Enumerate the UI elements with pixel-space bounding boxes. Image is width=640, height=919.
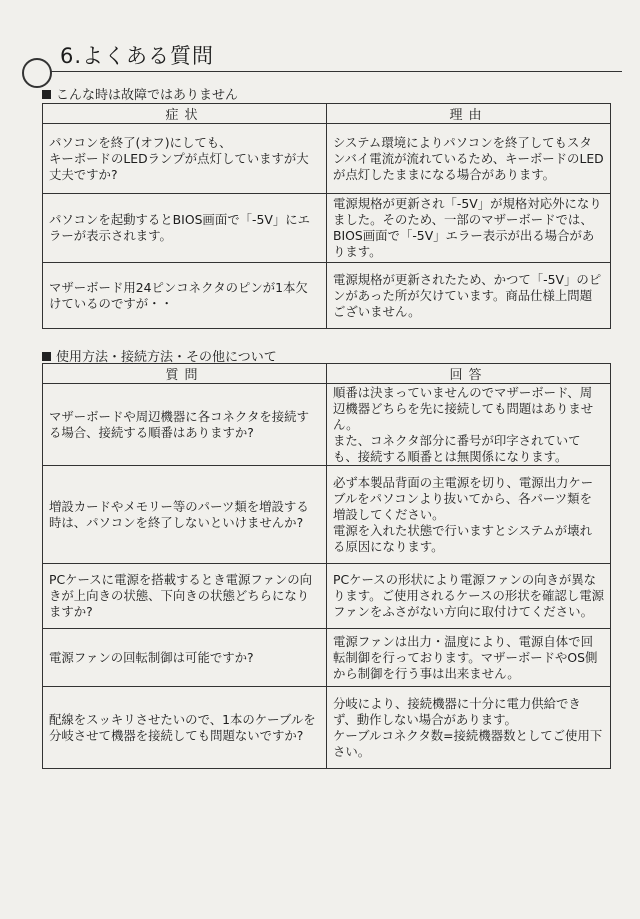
table-row: [43, 194, 611, 263]
table-row: [43, 384, 611, 466]
table-row: [43, 466, 611, 564]
column-header-reason: 理由: [327, 104, 611, 124]
table-row: [43, 629, 611, 687]
table-row: [43, 124, 611, 194]
section-heading-not-malfunction: [42, 84, 238, 103]
answer-cell: 分岐により、接続機器に十分に電力供給できず、動作しない場合があります。 ケーブルコネクタ数=接続機器数としてご使用下さい。: [327, 687, 611, 769]
answer-cell: 順番は決まっていませんのでマザーボード、周辺機器どちらを先に接続しても問題はありません。 また、コネクタ部分に番号が印字されていても、接続する順番とは無関係になります。: [327, 384, 611, 466]
usage-table: [42, 363, 611, 769]
square-bullet-icon: [42, 90, 51, 99]
table-row: [43, 263, 611, 329]
title-underline: [36, 71, 622, 72]
symptom-table: [42, 103, 611, 329]
question-cell: 電源ファンの回転制御は可能ですか?: [43, 629, 327, 687]
table-row: [43, 687, 611, 769]
section-heading-text: こんな時は故障ではありません: [56, 88, 239, 103]
section-heading-text: 使用方法・接続方法・その他について: [56, 350, 277, 365]
page-title: 6.よくある質問: [60, 44, 215, 68]
column-header-answer: 回答: [327, 364, 611, 384]
answer-cell: 必ず本製品背面の主電源を切り、電源出力ケーブルをパソコンより抜いてから、各パーツ類を増設してください。 電源を入れた状態で行いますとシステムが壊れる原因になります。: [327, 466, 611, 564]
square-bullet-icon: [42, 352, 51, 361]
column-header-symptom: 症状: [43, 104, 327, 124]
column-header-question: 質問: [43, 364, 327, 384]
reason-cell: システム環境によりパソコンを終了してもスタンバイ電流が流れているため、キーボードのLEDが点灯したままになる場合があります。: [327, 124, 611, 194]
title-circle-ornament: [22, 58, 52, 88]
reason-cell: 電源規格が更新されたため、かつて「-5V」のピンがあった所が欠けています。商品仕様上問題ございません。: [327, 263, 611, 329]
symptom-cell: パソコンを起動するとBIOS画面で「-5V」にエラーが表示されます。: [43, 194, 327, 263]
symptom-cell: マザーボード用24ピンコネクタのピンが1本欠けているのですが・・: [43, 263, 327, 329]
answer-cell: PCケースの形状により電源ファンの向きが異なります。ご使用されるケースの形状を確認し電源ファンをふさがない方向に取付けてください。: [327, 564, 611, 629]
question-cell: マザーボードや周辺機器に各コネクタを接続する場合、接続する順番はありますか?: [43, 384, 327, 466]
reason-cell: 電源規格が更新され「-5V」が規格対応外になりました。そのため、一部のマザーボードでは、BIOS画面で「-5V」エラー表示が出る場合があります。: [327, 194, 611, 263]
question-cell: PCケースに電源を搭載するとき電源ファンの向きが上向きの状態、下向きの状態どちらになりますか?: [43, 564, 327, 629]
question-cell: 増設カードやメモリー等のパーツ類を増設する時は、パソコンを終了しないといけませんか?: [43, 466, 327, 564]
page-title-bar: [22, 40, 622, 90]
table-row: [43, 564, 611, 629]
symptom-cell: パソコンを終了(オフ)にしても、 キーボードのLEDランプが点灯していますが大丈夫ですか?: [43, 124, 327, 194]
question-cell: 配線をスッキリさせたいので、1本のケーブルを分岐させて機器を接続しても問題ないですか?: [43, 687, 327, 769]
answer-cell: 電源ファンは出力・温度により、電源自体で回転制御を行っております。マザーボードやOS側から制御を行う事は出来ません。: [327, 629, 611, 687]
